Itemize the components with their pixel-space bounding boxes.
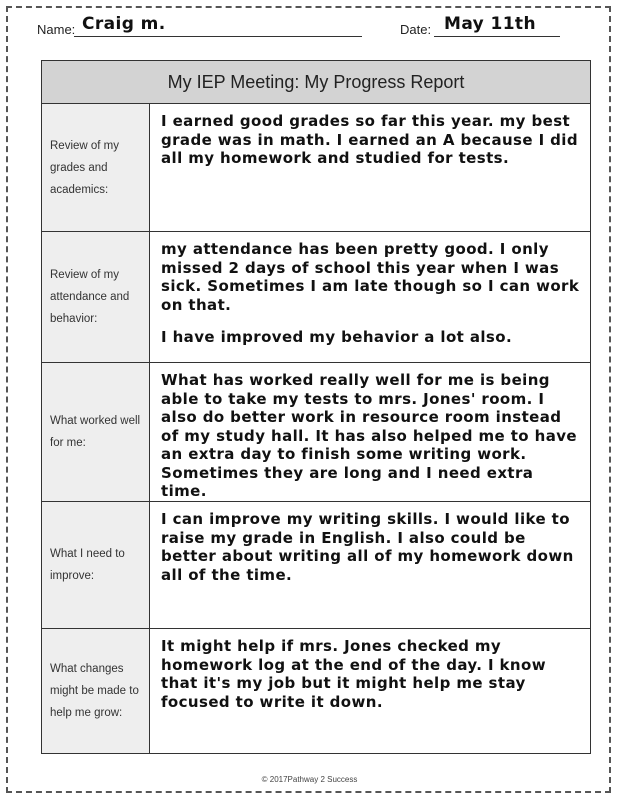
progress-report-table xyxy=(41,60,591,754)
response-paragraph: my attendance has been pretty good. I only missed 2 days of school this year when I was sick. Sometimes I am late though so I can work on that. xyxy=(161,240,580,314)
date-label: Date: xyxy=(400,22,432,37)
response-paragraph: It might help if mrs. Jones checked my homework log at the end of the day. I know that it's my job but it might help me stay focused to write it down. xyxy=(161,637,546,711)
row-attendance xyxy=(42,232,590,363)
name-line xyxy=(74,36,362,37)
row-response xyxy=(150,232,590,362)
response-paragraph: I can improve my writing skills. I would like to raise my grade in English. I also could be better about writing all of my homework down all of the time. xyxy=(161,510,574,584)
report-title: My IEP Meeting: My Progress Report xyxy=(42,61,590,104)
row-label: Review of my attendance and behavior: xyxy=(42,232,150,362)
name-value: Craig m. xyxy=(82,14,166,34)
row-response xyxy=(150,502,590,628)
date-line xyxy=(434,36,560,37)
row-changes xyxy=(42,629,590,753)
date-value: May 11th xyxy=(444,14,536,34)
name-label: Name: xyxy=(37,22,76,37)
row-response xyxy=(150,104,590,231)
response-paragraph: What has worked really well for me is being able to take my tests to mrs. Jones' room. I also do better work in resource room instead of my study hall. It has also helped me to have an extra day to finish some writing work. Sometimes they are long and I need extra time. xyxy=(161,371,577,500)
row-label: What changes might be made to help me grow: xyxy=(42,629,150,753)
copyright-footer: © 2017Pathway 2 Success xyxy=(261,775,358,784)
row-label: What worked well for me: xyxy=(42,363,150,501)
row-response xyxy=(150,629,590,753)
response-paragraph: I have improved my behavior a lot also. xyxy=(161,328,513,346)
row-worked-well xyxy=(42,363,590,502)
row-label: What I need to improve: xyxy=(42,502,150,628)
row-response xyxy=(150,363,590,501)
row-label: Review of my grades and academics: xyxy=(42,104,150,231)
row-grades xyxy=(42,104,590,232)
response-paragraph: I earned good grades so far this year. my best grade was in math. I earned an A because I did all my homework and studied for tests. xyxy=(161,112,578,167)
row-improve xyxy=(42,502,590,629)
